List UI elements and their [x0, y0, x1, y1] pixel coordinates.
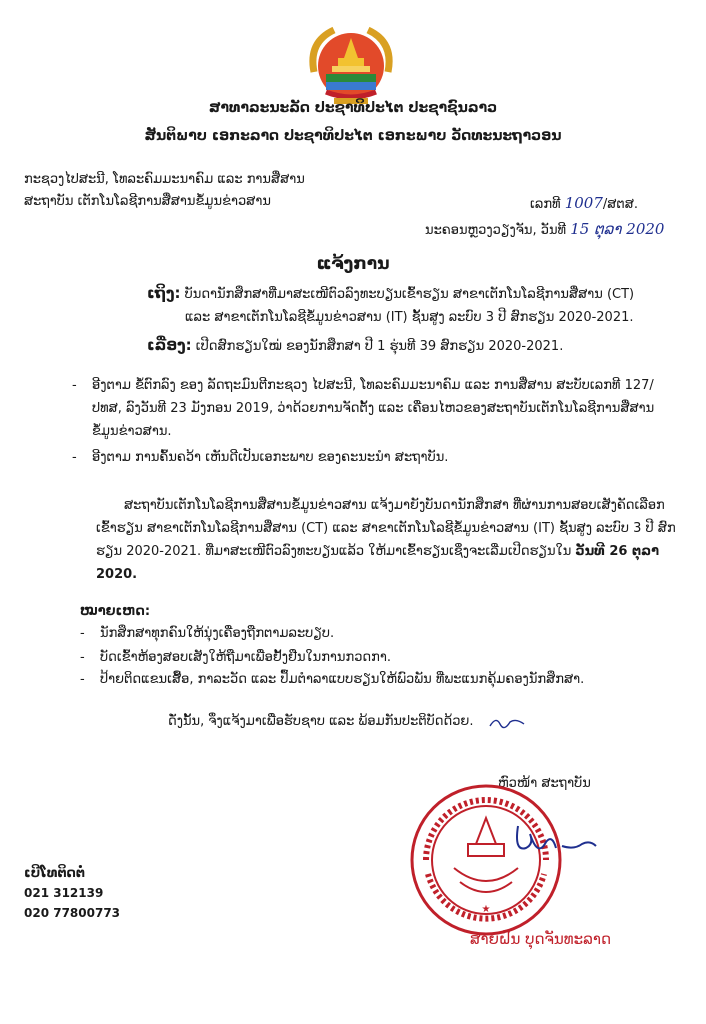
notes-label: ໝາຍເຫດ:: [80, 604, 151, 619]
document-number-suffix: /ສຕສ.: [602, 197, 639, 212]
subject-line-1: [147, 284, 634, 302]
note-text: ປ້າຍຕິດແຂນເສື້ອ, ກາລະວັດ ແລະ ປຶ້ມຕຳລາແບບຮຽນໃຫ້ພົວພັນ ທີ່ພະແນກຄຸ້ມຄອງນັກສຶກສາ.: [100, 672, 585, 687]
document-number-value: 1007: [564, 194, 603, 212]
body-text: ສະຖາບັນເຕັກໂນໂລຊີການສື່ສານຂໍ້ມູນຂ່າວສານ ແຈ້ງມາຍັງບັນດານັກສຶກສາ ທີ່ຜ່ານການສອບເສັງຄັດເລືອກເຂົ້າຮຽນ ສາຂາເຕັກໂນໂລຊີການສື່ສານ (CT) ແລະ ສາຂາເຕັກໂນໂລຊີຂໍ້ມູນຂ່າວສານ (IT) ຊັ້ນສູງ ລະບົບ 3 ປີ ສົກຮຽນ 2020-2021. ທີ່ມາສະເໜີຕົວລົງທະບຽນແລ້ວ ໃຫ້ມາເຂົ້າຮຽນເຊິ່ງຈະເລີ່ມເປີດຮຽນໃນ: [96, 498, 676, 559]
reference-item: [72, 374, 662, 443]
signature: [512, 818, 598, 868]
bullet-dash: -: [72, 378, 77, 393]
document-number-label: ເລກທີ: [530, 197, 561, 212]
document-number: [530, 194, 638, 212]
national-emblem: [304, 22, 398, 110]
signer-title: ຫົວໜ້າ ສະຖາບັນ: [498, 776, 591, 791]
institute-name: ສະຖາບັນ ເຕັກໂນໂລຊີການສື່ສານຂໍ້ມູນຂ່າວສານ: [24, 194, 271, 209]
ministry-name: ກະຊວງໄປສະນີ, ໂທລະຄົມມະນາຄົມ ແລະ ການສື່ສານ: [24, 172, 305, 187]
svg-text:★: ★: [481, 904, 491, 915]
re-line: [147, 336, 563, 354]
note-item: [80, 650, 660, 665]
nation-motto: ສັນຕິພາບ ເອກະລາດ ປະຊາທິປະໄຕ ເອກະພາບ ວັດທະນະຖາວອນ: [144, 128, 562, 144]
subject-text-1: ບັນດານັກສຶກສາທີ່ມາສະເໜີຕົວລົງທະບຽນເຂົ້າຮຽນ ສາຂາເຕັກໂນໂລຊີການສື່ສານ (CT): [184, 287, 635, 302]
contact-label: ເບີໂທຕິດຕໍ່: [24, 866, 85, 881]
note-text: ບັດເຂົ້າຫ້ອງສອບເສັງໃຫ້ຖືມາເພື່ອຢັ້ງຢືນໃນການກວດກາ.: [100, 650, 391, 665]
bullet-dash: -: [80, 672, 85, 687]
reference-text: ອີງຕາມ ຂໍ້ຕົກລົງ ຂອງ ລັດຖະມົນຕີກະຊວງ ໄປສະນີ, ໂທລະຄົມມະນາຄົມ ແລະ ການສື່ສານ ສະບັບເລກທີ 127/ປທສ, ລົງວັນທີ 23 ມັງກອນ 2019, ວ່າດ້ວຍການຈັດຕັ້ງ ແລະ ເຄື່ອນໄຫວຂອງສະຖາບັນເຕັກໂນໂລຊີການສື່ສານຂໍ້ມູນຂ່າວສານ.: [92, 378, 655, 439]
subject-label: ເຖິງ:: [147, 284, 181, 302]
initials-scribble: [488, 712, 528, 732]
signer-name: ສາຍຝົນ ບຸດຈັນທະລາດ: [470, 930, 611, 948]
phone-number: 020 77800773: [24, 906, 121, 920]
subject-line-2: ແລະ ສາຂາເຕັກໂນໂລຊີຂໍ້ມູນຂ່າວສານ (IT) ຊັ້ນສູງ ລະບົບ 3 ປີ ສົກຮຽນ 2020-2021.: [185, 310, 634, 325]
document-date: [425, 220, 664, 238]
note-item: [80, 626, 660, 641]
bullet-dash: -: [80, 650, 85, 665]
page-title: ແຈ້ງການ: [316, 254, 390, 274]
bullet-dash: -: [80, 626, 85, 641]
phone-number: 021 312139: [24, 886, 104, 900]
note-text: ນັກສຶກສາທຸກຄົນໃຫ້ນຸ່ງເຄື່ອງຖືກຕາມລະບຽບ.: [100, 626, 335, 641]
date-value: 15 ຕຸລາ 2020: [570, 220, 665, 238]
reference-item: [72, 446, 662, 469]
re-label: ເລື່ອງ:: [147, 336, 192, 354]
reference-text: ອີງຕາມ ການຄົ້ນຄວ້າ ເຫັນດີເປັນເອກະພາບ ຂອງຄະນະນຳ ສະຖາບັນ.: [92, 450, 449, 465]
bullet-dash: -: [72, 450, 77, 465]
start-date: ວັນທີ 26 ຕຸລາ 2020.: [96, 544, 660, 582]
nation-title: ສາທາລະນະລັດ ປະຊາທິປະໄຕ ປະຊາຊົນລາວ: [208, 100, 498, 116]
closing-line: ດັ່ງນັ້ນ, ຈຶ່ງແຈ້ງມາເພື່ອຮັບຊາບ ແລະ ພ້ອມກັນປະຕິບັດດ້ວຍ.: [168, 714, 474, 729]
note-item: [80, 672, 660, 687]
date-prefix: ນະຄອນຫຼວງວຽງຈັນ, ວັນທີ: [425, 223, 567, 238]
re-text: ເປີດສົກຮຽນໃໝ່ ຂອງນັກສຶກສາ ປີ 1 ຮຸ່ນທີ 39 ສົກຮຽນ 2020-2021.: [195, 339, 564, 354]
body-paragraph: [96, 494, 676, 586]
